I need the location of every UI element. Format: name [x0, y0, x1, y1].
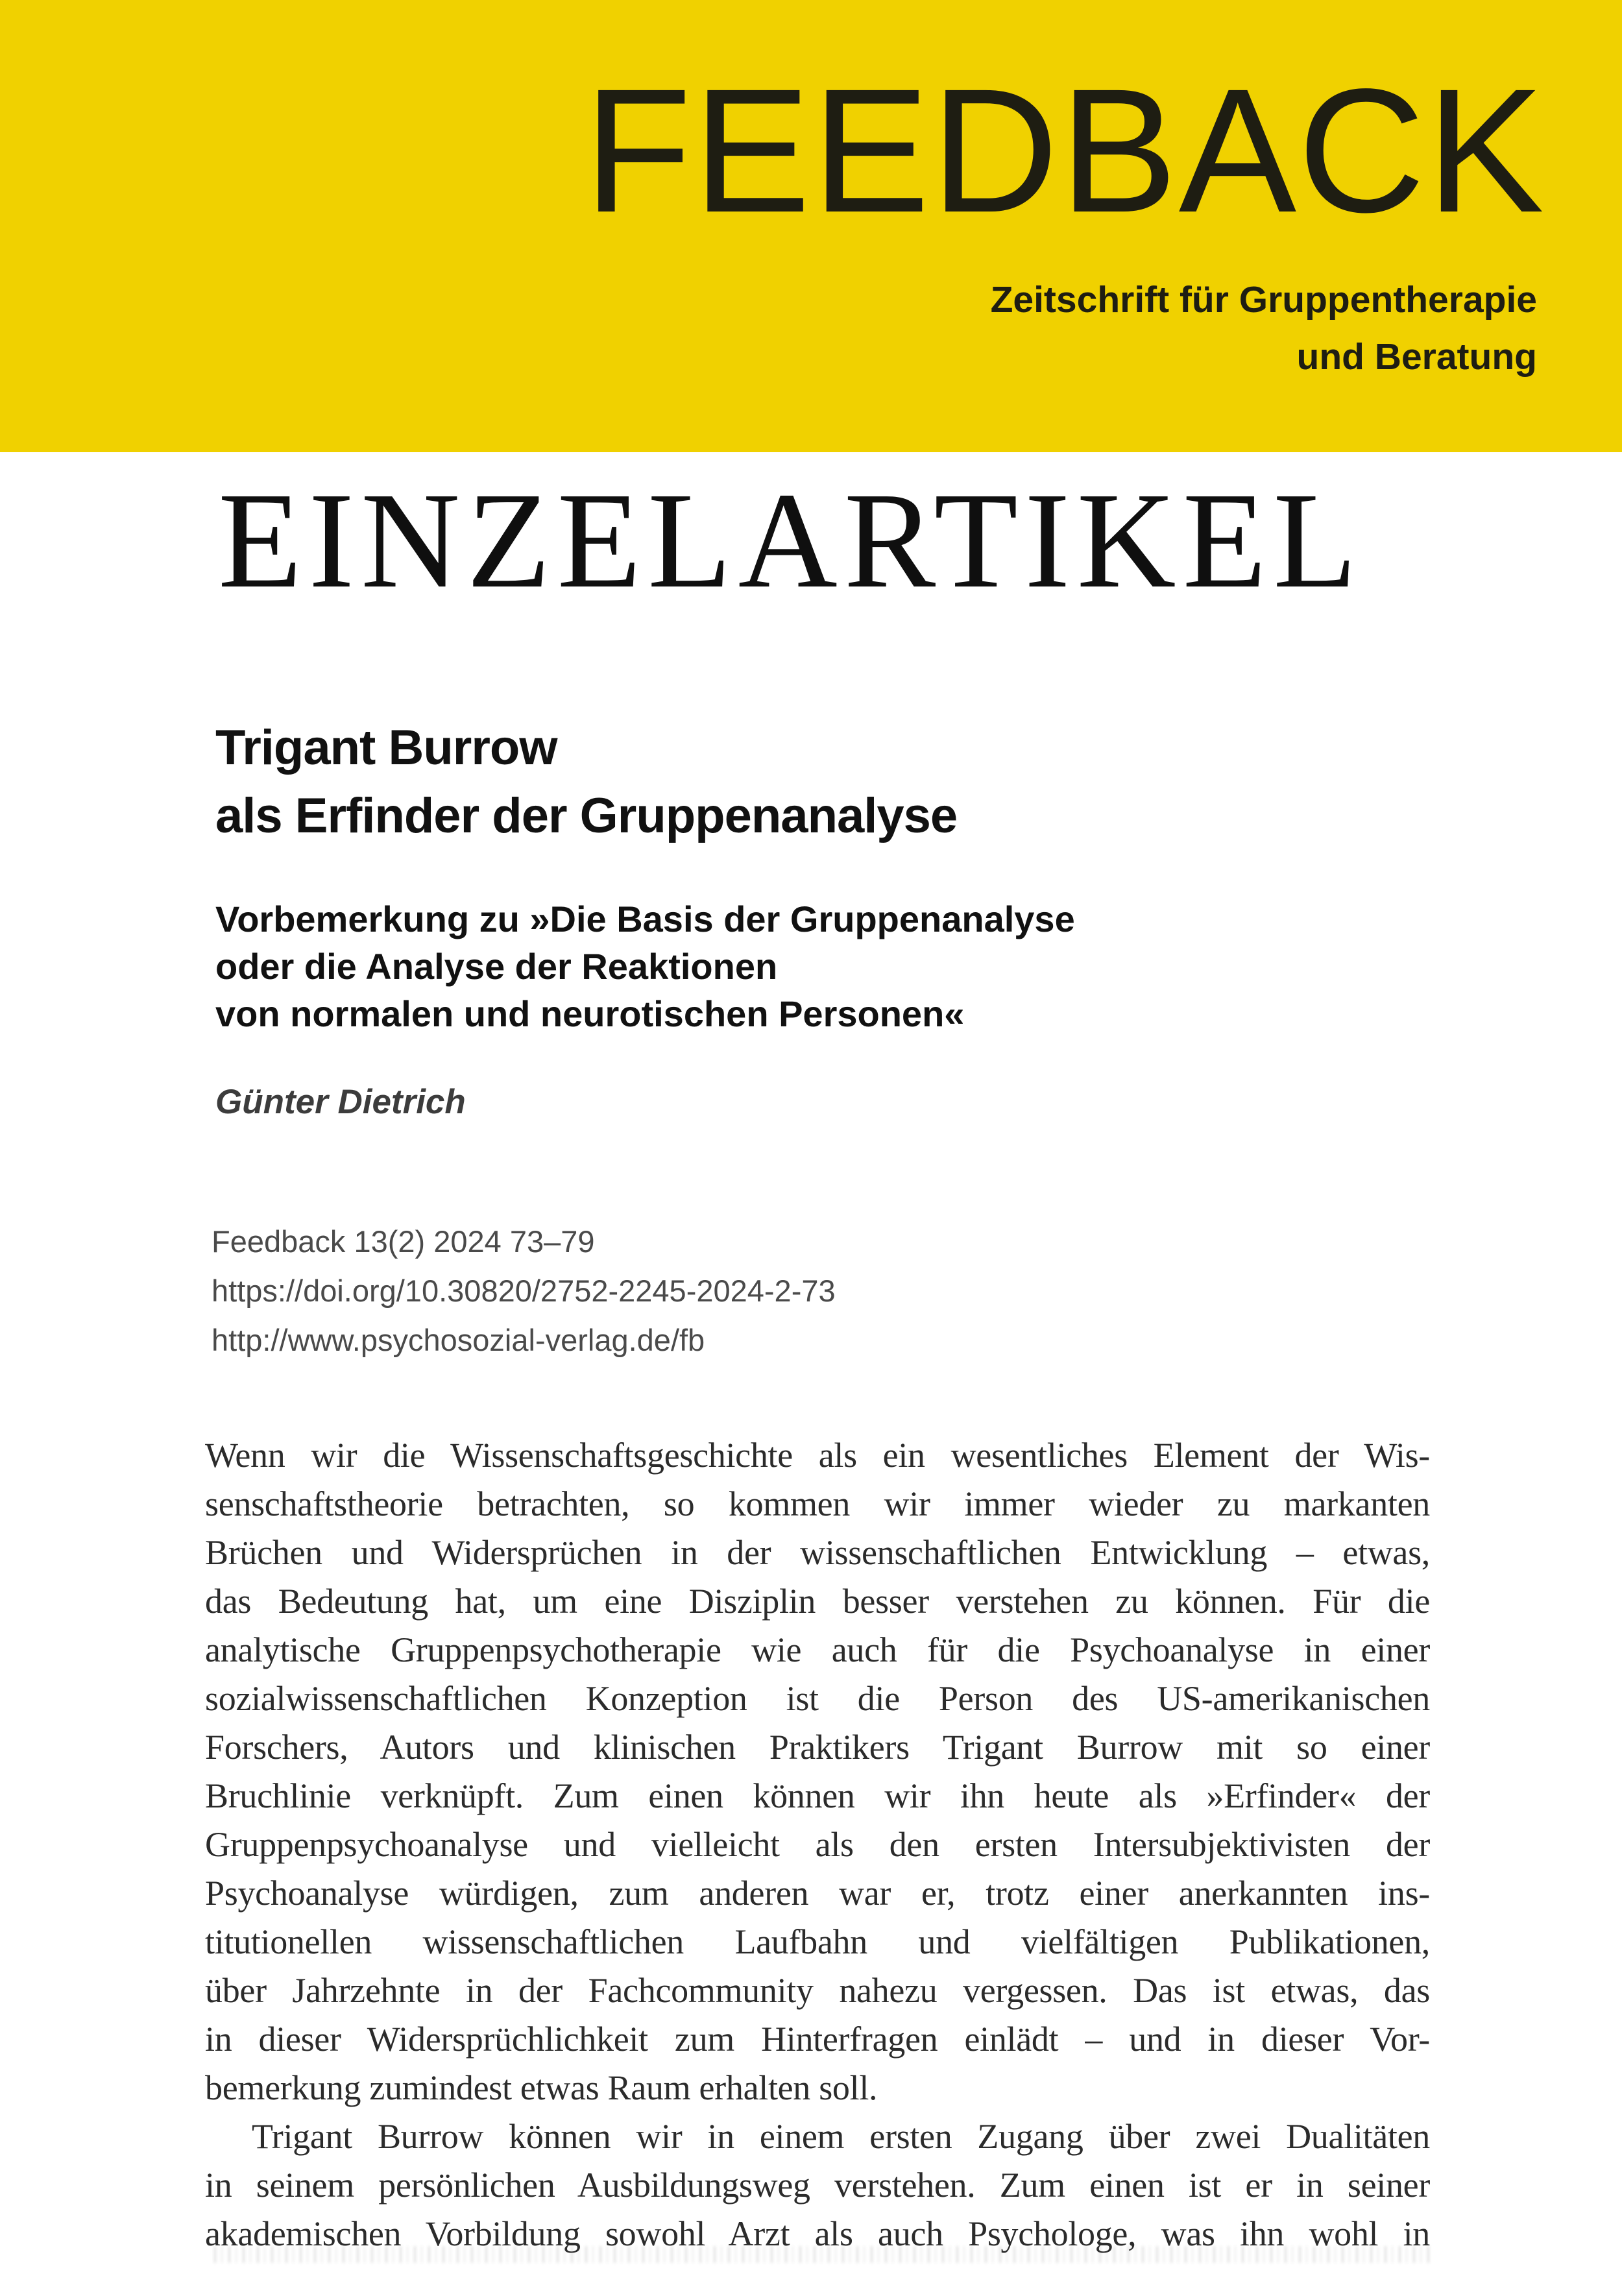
body-text-line: Psychoanalyse würdigen, zum anderen war er, trotz einer anerkannten ins- [205, 1874, 1430, 1913]
body-text-line: senschaftstheorie betrachten, so kommen wir immer wieder zu markanten [205, 1484, 1430, 1523]
body-text-line: akademischen Vorbildung sowohl Arzt als auch Psychologe, was ihn wohl in [205, 2214, 1430, 2253]
body-text-line: bemerkung zumindest etwas Raum erhalten soll. [205, 2068, 878, 2107]
body-text-line: in seinem persönlichen Ausbildungsweg verstehen. Zum einen ist er in seiner [205, 2166, 1430, 2205]
journal-banner [0, 0, 1622, 452]
body-text-line: Forschers, Autors und klinischen Praktikers Trigant Burrow mit so einer [205, 1728, 1430, 1767]
body-text-line: sozialwissenschaftlichen Konzeption ist die Person des US-amerikanischen [205, 1679, 1430, 1718]
journal-subtitle-line-1: Zeitschrift für Gruppentherapie [990, 279, 1537, 320]
author-name: Günter Dietrich [215, 1083, 466, 1121]
section-heading: EINZELARTIKEL [218, 464, 1364, 616]
body-text-line: Wenn wir die Wissenschaftsgeschichte als ein wesentliches Element der Wis- [205, 1436, 1430, 1475]
article-subtitle-line-3: von normalen und neurotischen Personen« [215, 993, 965, 1034]
citation-block [212, 1217, 836, 1365]
citation-doi-link[interactable]: https://doi.org/10.30820/2752-2245-2024-2-73 [212, 1274, 836, 1308]
journal-subtitle [991, 271, 1537, 385]
body-text-line: titutionellen wissenschaftlichen Laufbahn und vielfältigen Publikationen, [205, 1922, 1430, 1961]
citation-issue-pages: Feedback 13(2) 2024 73–79 [212, 1224, 595, 1259]
article-title [215, 714, 957, 850]
journal-title: FEEDBACK [583, 52, 1545, 249]
body-text-line: Bruchlinie verknüpft. Zum einen können wir ihn heute als »Erfinder« der [205, 1776, 1430, 1815]
body-text-line: Brüchen und Widersprüchen in der wissenschaftlichen Entwicklung – etwas, [205, 1533, 1430, 1572]
body-text-line: das Bedeutung hat, um eine Disziplin besser verstehen zu können. Für die [205, 1582, 1430, 1621]
body-text-line: über Jahrzehnte in der Fachcommunity nahezu vergessen. Das ist etwas, das [205, 1971, 1430, 2010]
body-text-line: Trigant Burrow können wir in einem ersten Zugang über zwei Dualitäten [252, 2117, 1430, 2156]
journal-subtitle-line-2: und Beratung [1296, 336, 1537, 378]
article-subtitle [215, 895, 1075, 1037]
body-text-line: Gruppenpsychoanalyse und vielleicht als den ersten Intersubjektivisten der [205, 1825, 1430, 1864]
body-text-line: in dieser Widersprüchlichkeit zum Hinterfragen einlädt – und in dieser Vor- [205, 2020, 1430, 2059]
article-subtitle-line-2: oder die Analyse der Reaktionen [215, 946, 778, 987]
clipped-next-line-ghost [214, 2246, 1431, 2263]
article-title-line-1: Trigant Burrow [215, 720, 557, 775]
article-body [205, 1431, 1430, 2258]
article-title-line-2: als Erfinder der Gruppenanalyse [215, 788, 958, 843]
citation-publisher-link[interactable]: http://www.psychosozial-verlag.de/fb [212, 1323, 705, 1357]
article-subtitle-line-1: Vorbemerkung zu »Die Basis der Gruppenanalyse [215, 899, 1075, 939]
body-text-line: analytische Gruppenpsychotherapie wie auch für die Psychoanalyse in einer [205, 1630, 1430, 1669]
